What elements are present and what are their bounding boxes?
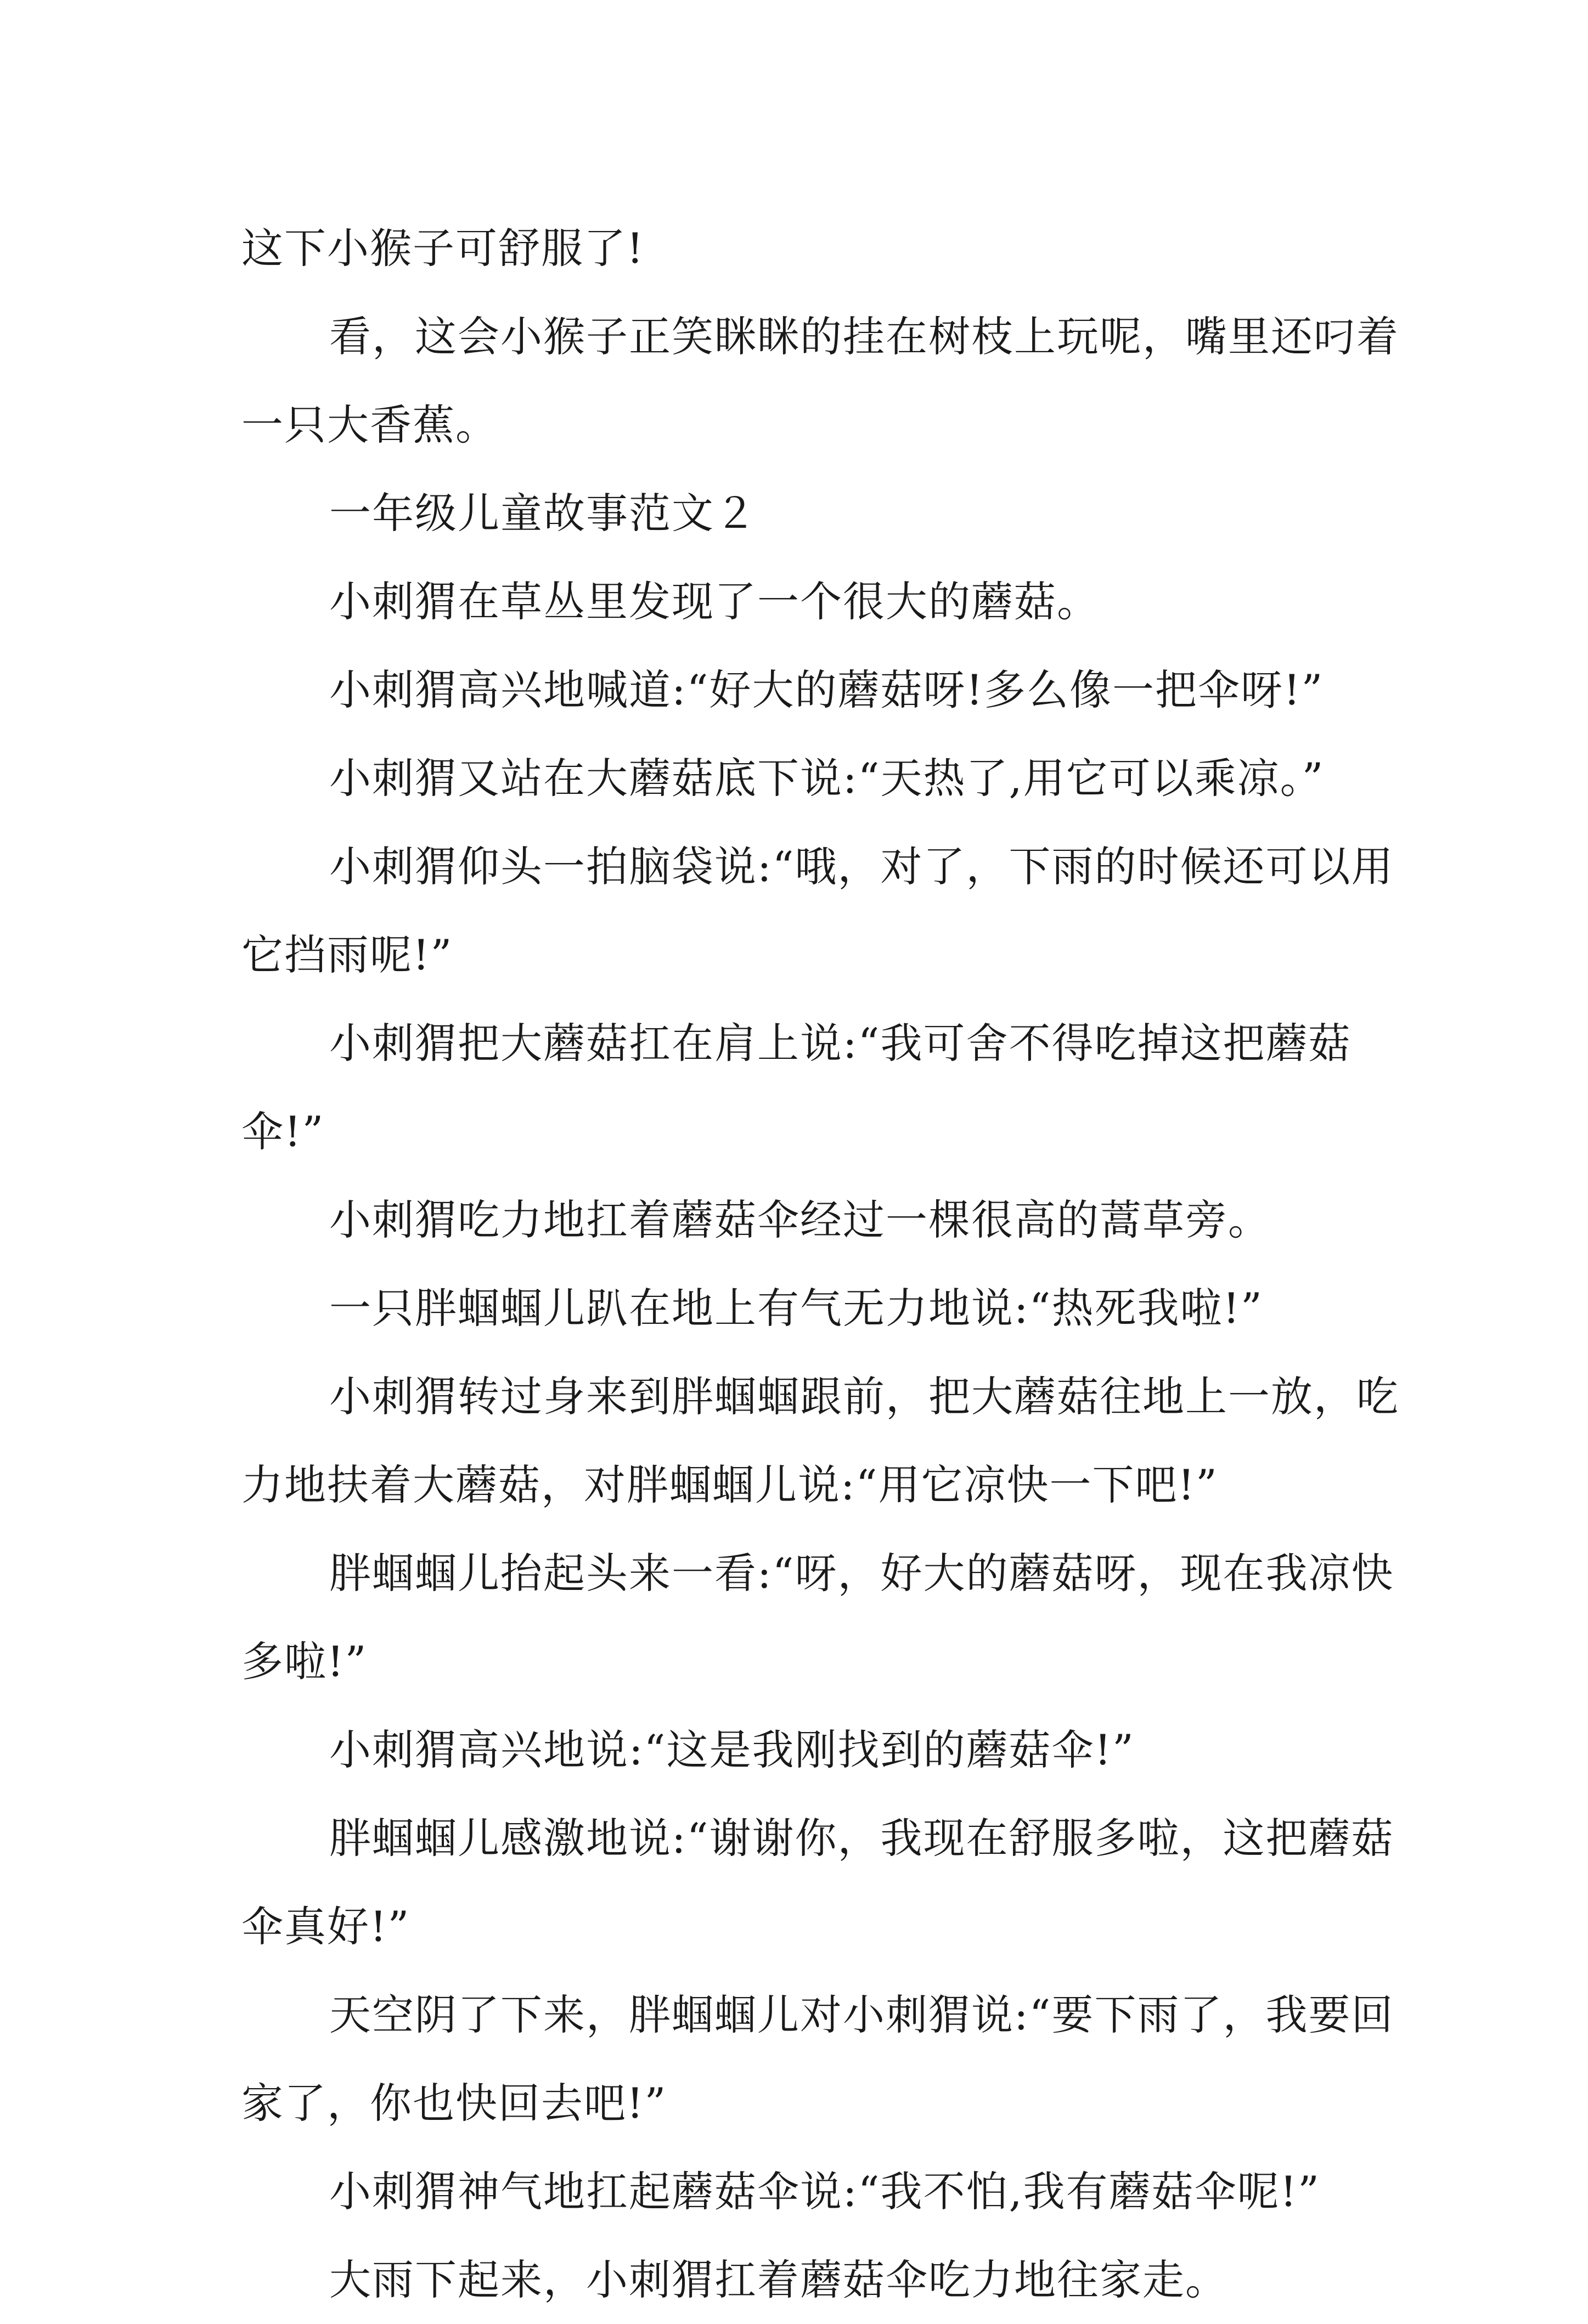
paragraph: 天空阴了下来，胖蝈蝈儿对小刺猬说:“要下雨了，我要回家了，你也快回去吧!” <box>241 1990 1394 2128</box>
paragraph: 胖蝈蝈儿抬起头来一看:“呀，好大的蘑菇呀，现在我凉快多啦!” <box>241 1549 1394 1686</box>
paragraph: 胖蝈蝈儿感激地说:“谢谢你，我现在舒服多啦，这把蘑菇伞真好!” <box>241 1814 1394 1951</box>
section-heading: 一年级儿童故事范文２ <box>329 489 757 538</box>
paragraph: 小刺猬仰头一拍脑袋说:“哦，对了，下雨的时候还可以用它挡雨呢!” <box>241 842 1394 979</box>
paragraph: 小刺猬把大蘑菇扛在肩上说:“我可舍不得吃掉这把蘑菇伞!” <box>241 1019 1352 1156</box>
paragraph: 小刺猬又站在大蘑菇底下说:“天热了,用它可以乘凉。” <box>329 754 1325 803</box>
paragraph: 一只胖蝈蝈儿趴在地上有气无力地说:“热死我啦!” <box>329 1284 1263 1333</box>
paragraph: 这下小猴子可舒服了! <box>241 224 645 273</box>
paragraph: 小刺猬转过身来到胖蝈蝈跟前，把大蘑菇往地上一放，吃力地扶着大蘑菇，对胖蝈蝈儿说:“用它凉快一下吧!” <box>241 1372 1399 1509</box>
paragraph: 看，这会小猴子正笑眯眯的挂在树枝上玩呢，嘴里还叼着一只大香蕉。 <box>241 312 1399 449</box>
paragraph: 小刺猬神气地扛起蘑菇伞说:“我不怕,我有蘑菇伞呢!” <box>329 2167 1321 2216</box>
paragraph: 大雨下起来，小刺猬扛着蘑菇伞吃力地往家走。 <box>329 2255 1228 2304</box>
paragraph: 小刺猬在草丛里发现了一个很大的蘑菇。 <box>329 577 1100 626</box>
document-body <box>241 204 1416 2324</box>
paragraph: 小刺猬高兴地喊道:“好大的蘑菇呀!多么像一把伞呀!” <box>329 665 1324 714</box>
paragraph: 小刺猬吃力地扛着蘑菇伞经过一棵很高的蒿草旁。 <box>329 1195 1271 1244</box>
paragraph: 小刺猬高兴地说:“这是我刚找到的蘑菇伞!” <box>329 1725 1135 1774</box>
